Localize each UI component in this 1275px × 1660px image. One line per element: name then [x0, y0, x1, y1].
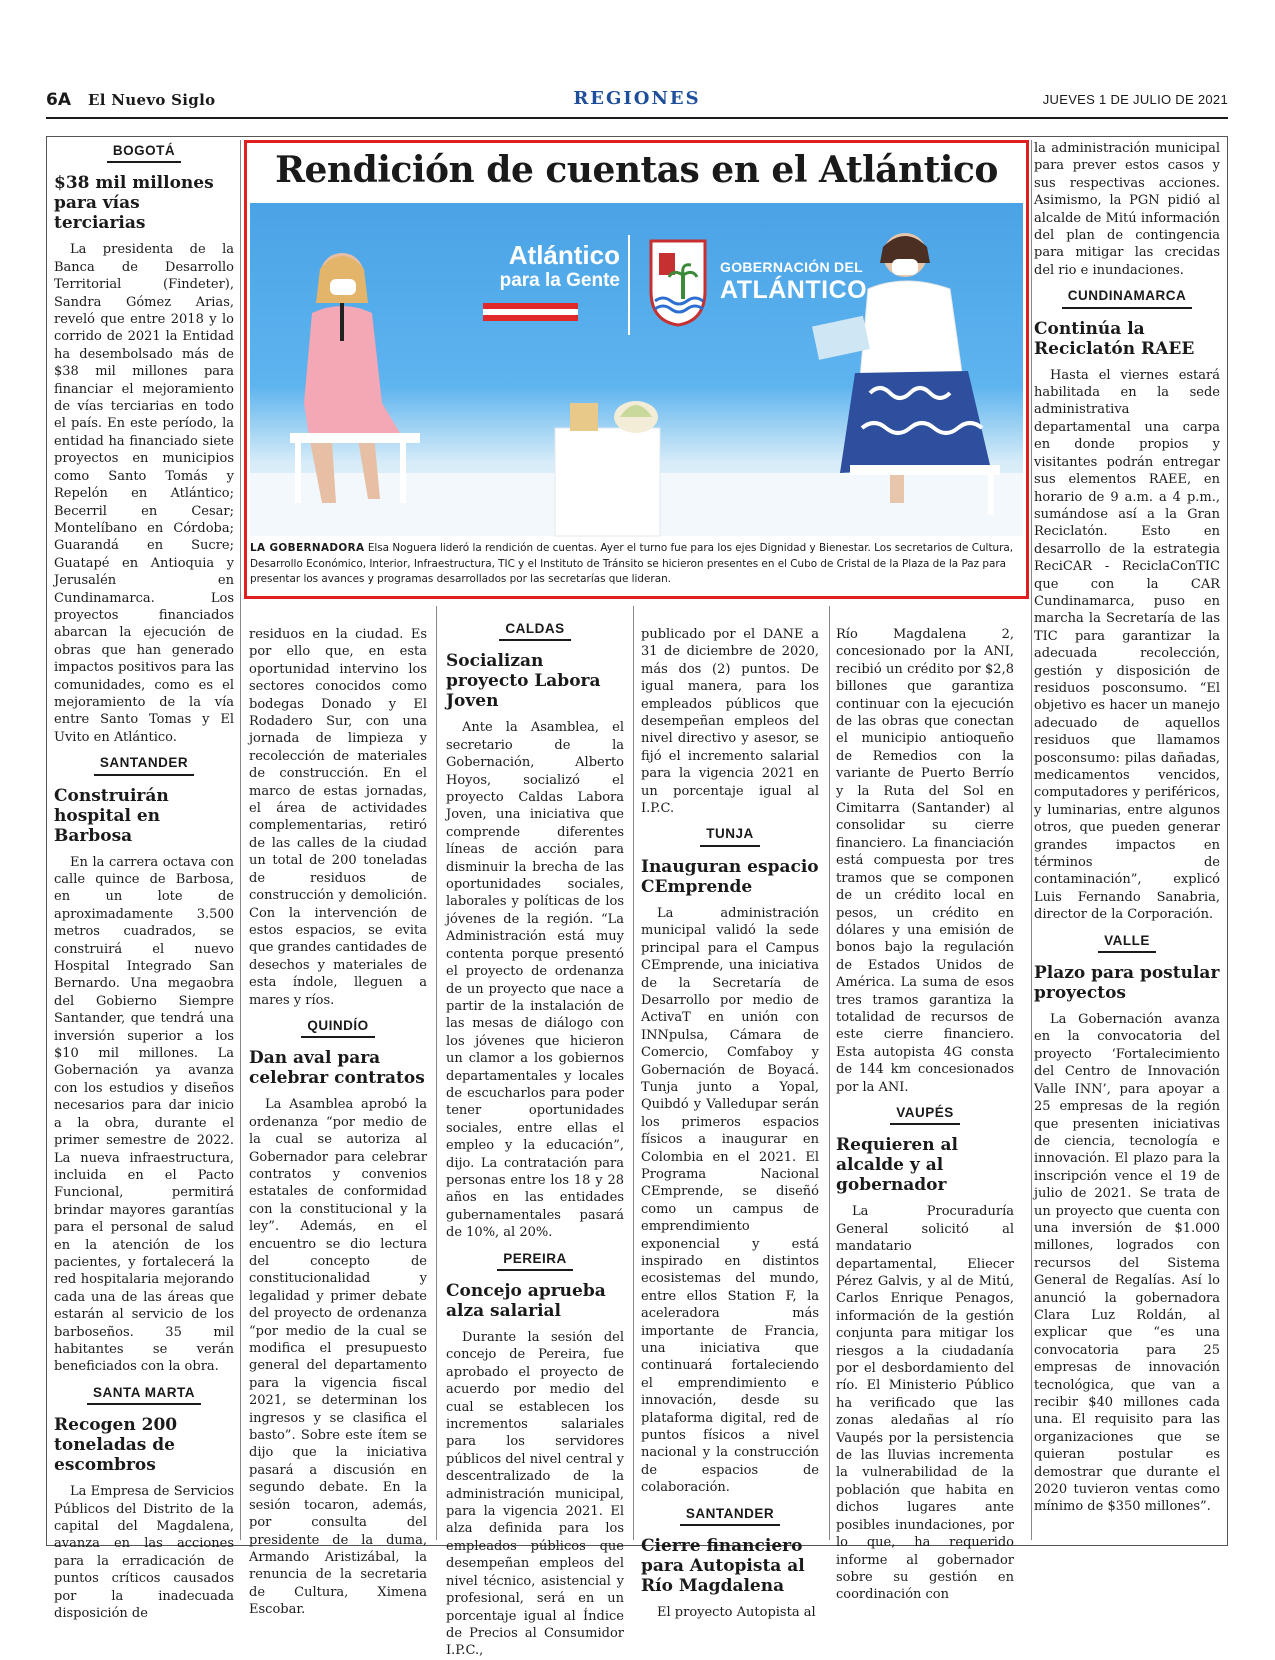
feature-photo [250, 203, 1023, 536]
article-kicker: CALDAS [446, 620, 624, 641]
article-headline: Cierre financiero para Autopista al Río Magdalena [641, 1536, 805, 1597]
column-4 [641, 626, 819, 1622]
article-kicker: PEREIRA [446, 1250, 624, 1271]
photo-caption [250, 541, 1023, 588]
column-divider [633, 606, 634, 1540]
column-3 [446, 618, 624, 1660]
signage-left [440, 241, 620, 293]
article-kicker: TUNJA [641, 825, 819, 846]
page-number: 6A [46, 90, 71, 110]
article-body: La Gobernación avanza en la convocatoria del proyecto ‘Fortalecimiento del Centro de Innovación Valle INN’, para apoyar a 25 empresas de la región que presenten iniciativas de ciencia, tecnología e innovación. El plazo para la inscripción vence el 19 de julio de 2021. Se trata de un proyecto que cuenta con una inversión de $1.000 millones, logrados con recursos del Sistema General de Regalías. Así lo anunció la gobernadora Clara Luz Roldán, al explicar que “es una convocatoria para 25 empresas de innovación tecnológica, que van a recibir $40 millones cada una. El requisito para las organizaciones que se quieran postular es demostrar que durante el 2020 tuvieron ventas como mínimo de $350 millones”. [1034, 1012, 1220, 1515]
article-headline: Continúa la Reciclatón RAEE [1034, 318, 1195, 359]
article-body: Hasta el viernes estará habilitada en la sede administrativa departamental una carpa en donde propios y visitantes podrán entregar sus elementos RAEE, en horario de 9 a.m. a 4 p.m., sumándose así a la Gran Reciclatón. Esto en desarrollo de la estrategia ReciCAR - ReciclaConTIC que con la CAR Cundinamarca, puso en marcha la Secretaría de las TIC para garantizar la adecuada recolección, gestión y disposición de residuos posconsumo. “El objetivo es hacer un manejo adecuado de aquellos residuos que llamamos posconsumo: pilas dañadas, medicamentos vencidos, computadores y periféricos, y luminarias, entre algunos otros, que pueden generar grandes impactos en términos de contaminación”, explicó Luis Fernando Sanabria, director de la Corporación. [1034, 367, 1220, 923]
article-headline: Recogen 200 toneladas de escombros [54, 1415, 178, 1476]
signage-right-line2: ATLÁNTICO [720, 276, 868, 304]
article-body-continued: publicado por el DANE a 31 de diciembre de 2020, más dos (2) puntos. De igual manera, para los empleados públicos que desempeñan empleos del nivel directivo y asesor, se fijó el incremento salarial para la vigencia 2021 en un porcentaje igual al I.P.C. [641, 627, 819, 817]
article-body: El proyecto Autopista al [657, 1605, 816, 1621]
column-1 [54, 140, 234, 1622]
article-headline: $38 mil millones para vías terciarias [54, 173, 214, 234]
signage-left-line2: para la Gente [499, 270, 620, 291]
feature-headline: Rendición de cuentas en el Atlántico [275, 149, 998, 191]
article-body: Ante la Asamblea, el secretario de la Gobernación, Alberto Hoyos, socializó el proyecto Caldas Labora Joven, una iniciativa que comprende diferentes líneas de acción para disminuir la brecha de las oportunidades sociales, laborales y políticas de los jóvenes de la región. “La Administración está muy contenta porque presentó el proyecto de ordenanza de un proyecto que nace a partir de la instalación de las mesas de diálogo con los jóvenes que hicieron un clamor a los gobiernos departamentales y locales de escucharlos para poder tener oportunidades sociales, entre ellas el empleo y la educación”, dijo. La contratación para personas entre los 18 y 28 años en las entidades gubernamentales pasará de 10%, al 20%. [446, 720, 624, 1241]
article-kicker: VALLE [1034, 932, 1220, 953]
column-2 [249, 626, 427, 1619]
column-divider [436, 606, 437, 1540]
column-divider [240, 140, 241, 1540]
article-kicker: VAUPÉS [836, 1104, 1014, 1125]
article-body-continued: la administración municipal para prever estos casos y sus respectivas acciones. Asimismo, la PGN pidió al alcalde de Mitú información del plan de contingencia para mitigar las crecidas del rio e inundaciones. [1034, 141, 1220, 278]
article-kicker: SANTANDER [54, 754, 234, 775]
signage-right-line1: GOBERNACIÓN DEL [720, 259, 863, 275]
article-kicker: QUINDÍO [249, 1017, 427, 1038]
issue-date: JUEVES 1 DE JULIO DE 2021 [1042, 92, 1228, 107]
article-kicker: CUNDINAMARCA [1034, 287, 1220, 308]
header-rule [46, 117, 1228, 119]
caption-text: Elsa Noguera lideró la rendición de cuentas. Ayer el turno fue para los ejes Dignidad y Bienestar. Los secretarios de Cultura, Desarrollo Económico, Interior, Infraestructura, TIC y el Instituto de Tránsito se hicieron presentes en el Cubo de Cristal de la Plaza de la Paz para presentar los avances y programas desarrollados por las secretarías que lideran. [250, 542, 1014, 585]
article-headline: Construirán hospital en Barbosa [54, 785, 169, 846]
signage-divider [628, 235, 630, 335]
event-scene-illustration [250, 203, 1023, 536]
article-body: La administración municipal validó la sede principal para el Campus CEmprende, una iniciativa de la Secretaría de Desarrollo por medio de ActivaT en unión con INNpulsa, Cámara de Comercio, Comfaboy y Gobernación de Boyacá. Tunja junto a Yopal, Quibdó y Valledupar serán los primeros espacios físicos a inaugurar en Colombia en el 2021. El Programa Nacional CEmprende, se diseñó como un campus de emprendimiento exponencial y está inspirado en distintos ecosistemas del mundo, entre ellos Station F, la aceleradora más importante de Francia, una iniciativa que continuará fortaleciendo el emprendimiento e innovación, desde su plataforma digital, red de puntos físicos a nivel nacional y la construcción de espacios de colaboración. [641, 905, 819, 1496]
article-kicker: BOGOTÁ [54, 142, 234, 163]
signage-right [720, 258, 867, 304]
article-headline: Requieren al alcalde y al gobernador [836, 1135, 958, 1196]
article-headline: Concejo aprueba alza salarial [446, 1281, 606, 1321]
column-divider [829, 606, 830, 1540]
atlantico-flag-icon [483, 303, 578, 321]
article-headline: Inauguran espacio CEmprende [641, 856, 819, 897]
article-body-continued: Río Magdalena 2, concesionado por la ANI, recibió un crédito por $2,8 billones que garantiza continuar con la ejecución de las obras que conectan el municipio antioqueño de Remedios con la variante de Puerto Berrío y la Ruta del Sol en Cimitarra (Santander) al consolidar su cierre financiero. La financiación está compuesta por tres tramos que se componen de un crédito local en pesos, un crédito en dólares y una emisión de bonos bajo la regulación de Estados Unidos de América. La suma de esos tres tramos garantiza la totalidad de recursos de este cierre financiero. Esta autopista 4G consta de 144 km concesionados por la ANI. [836, 627, 1014, 1095]
coat-of-arms-icon [647, 235, 709, 327]
column-5 [836, 626, 1014, 1604]
feature-box [244, 140, 1029, 599]
section-title: REGIONES [573, 88, 701, 109]
article-kicker: SANTA MARTA [54, 1384, 234, 1405]
signage-left-line1: Atlántico [508, 240, 620, 270]
article-body: La Asamblea aprobó la ordenanza “por medio de la cual se autoriza al Gobernador para celebrar contratos y convenios estatales de conformidad con la constitucional y la ley”. Además, en el encuentro se dio lectura del concepto de constitucionalidad y legalidad y primer debate del proyecto de ordenanza “por medio de la cual se modifica el presupuesto general del departamento para la vigencia fiscal 2021, se determinan los ingresos y se clasifica el basto”. Sobre este ítem se dijo que la iniciativa pasará a discusión en segundo debate. En la sesión tocaron, además, por consulta del presidente de la duma, Armando Aristizábal, la renuncia de la secretaria de Cultura, Ximena Escobar. [249, 1097, 427, 1618]
article-kicker: SANTANDER [641, 1505, 819, 1526]
masthead [46, 90, 1228, 114]
article-headline: Dan aval para celebrar contratos [249, 1048, 425, 1089]
article-headline: Socializan proyecto Labora Joven [446, 651, 601, 712]
article-body: Durante la sesión del concejo de Pereira, fue aprobado el proyecto de acuerdo por medio del cual se establecen los incrementos salariales para los servidores públicos del nivel central y descentralizado de la administración municipal, para la vigencia 2021. El alza definida para los empleados públicos que desempeñan empleos del nivel técnico, asistencial y profesional, será en un porcentaje igual al Índice de Precios al Consumidor I.P.C., [446, 1330, 624, 1659]
column-6 [1034, 140, 1220, 1516]
article-headline: Plazo para postular proyectos [1034, 963, 1220, 1004]
article-body: La Empresa de Servicios Públicos del Distrito de la capital del Magdalena, avanza en las acciones para la erradicación de puntos críticos causados por la inadecuada disposición de [54, 1484, 234, 1622]
article-body: La presidenta de la Banca de Desarrollo Territorial (Findeter), Sandra Gómez Arias, reveló que entre 2018 y lo corrido de 2021 la Entidad ha desembolsado más de $38 mil millones para financiar el mejoramiento de vías terciarias en todo el país. En este período, la entidad ha financiado siete proyectos en municipios como Santo Tomás y Repelón en Atlántico; Becerril en Cesar; Montelíbano en Córdoba; Guarandá en Sucre; Guatapé en Antioquia y Jerusalén en Cundinamarca. Los proyectos financiados abarcan la ejecución de obras que han generado impactos positivos para las comunidades, como es el mejoramiento de la vía entre Santo Tomas y El Uvito en Atlántico. [54, 242, 234, 745]
article-body: En la carrera octava con calle quince de Barbosa, en un lote de aproximadamente 3.500 metros cuadrados, se construirá el nuevo Hospital Integrado San Bernardo. Una megaobra del Gobierno Siempre Santander, que tendrá una inversión superior a los $10 mil millones. La Gobernación ya avanza con los estudios y diseños necesarios para dar inicio a la obra, durante el primer semestre de 2022. La nueva infraestructura, incluida en el Pacto Funcional, permitirá brindar mayores garantías para el personal de salud en la atención de los pacientes, y fortalecerá la red hospitalaria mejorando cada una de las áreas que estarán al servicio de los barboseños. 35 mil habitantes se verán beneficiados con la obra. [54, 854, 234, 1375]
newspaper-name: El Nuevo Siglo [88, 91, 216, 109]
article-body-continued: residuos en la ciudad. Es por ello que, en esta oportunidad intervino los sectores conocidos como bodegas Donado y El Rodadero Sur, con una jornada de limpieza y recolección de materiales de construcción. En el marco de estas jornadas, el área de actividades complementarias, retiró de las calles de la ciudad un total de 200 toneladas de residuos de construcción y demolición. Con la intervención de estos espacios, se evita que grandes cantidades de desechos y materiales de esta índole, lleguen a mares y ríos. [249, 627, 427, 1008]
caption-lead: LA GOBERNADORA [250, 542, 365, 554]
column-divider [1031, 140, 1032, 1540]
article-body: La Procuraduría General solicitó al mandatario departamental, Eliecer Pérez Galvis, y al de Mitú, Carlos Enrique Penagos, información de la gestión conjunta para mitigar los riesgos a la ciudadanía por el desbordamiento del río. El Ministerio Público ha verificado que las zonas aledañas al río Vaupés por la persistencia de las lluvias incrementa la vulnerabilidad de la población que habita en dichos lugares ante posibles inundaciones, por lo que, ha requerido informe al gobernador sobre su gestión en coordinación con [836, 1204, 1014, 1603]
